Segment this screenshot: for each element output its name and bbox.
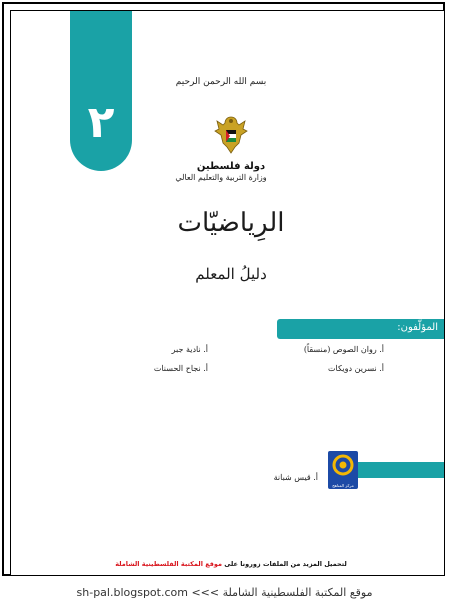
palestine-eagle-emblem-icon <box>213 113 249 159</box>
authors-header-bar <box>277 319 445 339</box>
author-item: أ. نجاح الحسنات <box>153 364 208 373</box>
ministry-name: وزارة التربية والتعليم العالي <box>175 173 267 182</box>
author-item: أ. روان الصوص (منسقاً) <box>303 345 384 354</box>
curriculum-center-mark-icon <box>328 451 358 481</box>
page-outer-frame <box>2 2 445 576</box>
author-item: أ. قيس شبانة <box>273 473 318 482</box>
publisher-logo-text: مركز المناهج <box>332 483 354 488</box>
download-note <box>71 560 391 568</box>
author-item: أ. نسرين دويكات <box>328 364 384 373</box>
page-footer: sh-pal.blogspot.com <<< موقع المكتبة الفلسطينية الشاملة <box>76 586 373 599</box>
state-name: دولة فلسطين <box>196 161 266 172</box>
download-note-site: موقع المكتبة الفلسطينية الشاملة <box>115 560 223 568</box>
author-item: أ. نادية جبر <box>171 345 208 354</box>
basmala: بسم الله الرحمن الرحيم <box>175 77 267 87</box>
grade-tab <box>70 10 132 171</box>
grade-number: ٢ <box>87 97 115 148</box>
book-cover <box>10 10 445 576</box>
book-subtitle: دليلُ المعلم <box>195 265 267 283</box>
download-note-text: لتحميل المزيد من الملفات زورونا على <box>224 560 347 568</box>
authors-label: المؤلّفون: <box>397 322 438 333</box>
curriculum-center-logo-icon <box>328 451 358 489</box>
book-title: الرِياضيّات <box>177 208 285 238</box>
